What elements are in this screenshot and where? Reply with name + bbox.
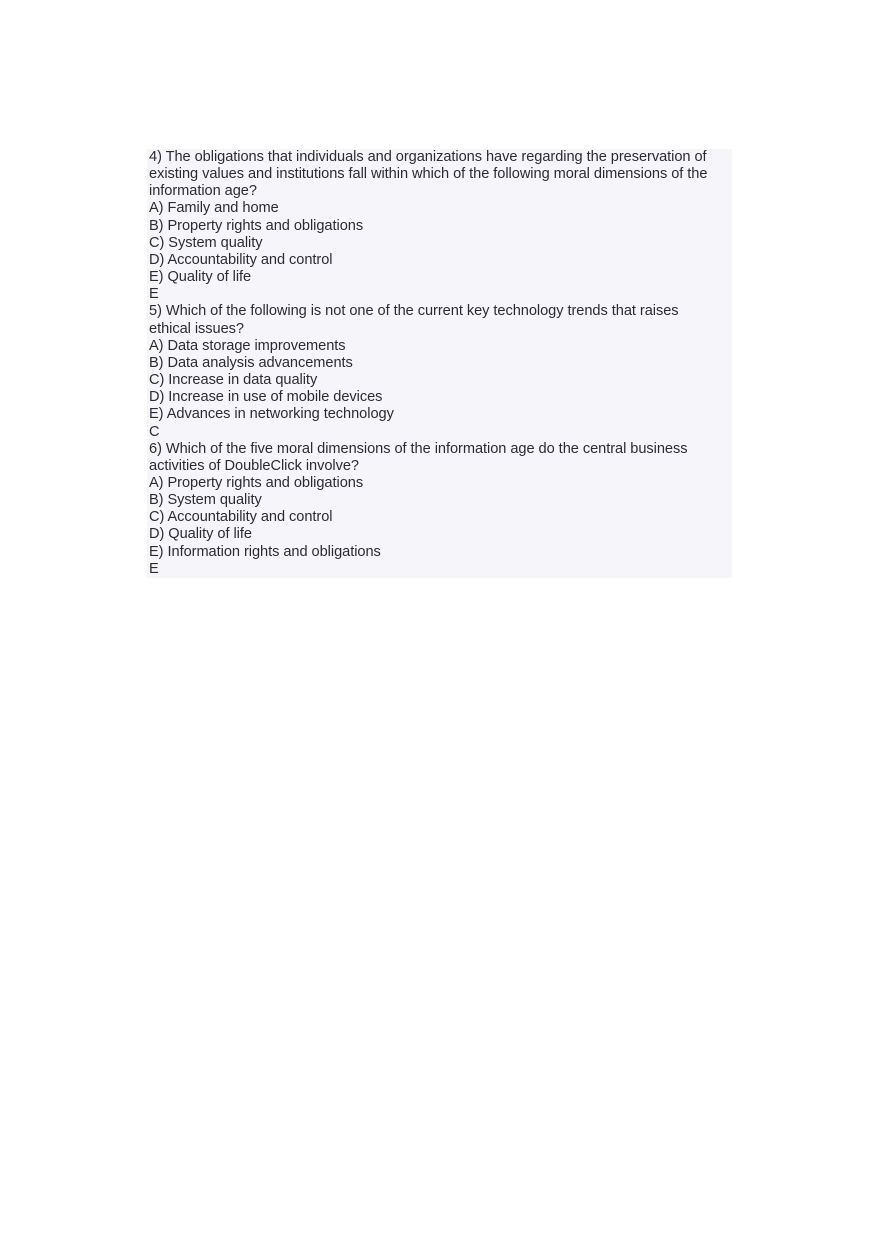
answer-option: D) Accountability and control <box>149 251 333 268</box>
correct-answer: C <box>149 423 160 440</box>
question-6 <box>149 441 732 578</box>
correct-answer: E <box>149 286 159 303</box>
question-stem-line: information age? <box>149 183 257 200</box>
question-block <box>147 149 732 578</box>
answer-option: A) Family and home <box>149 200 279 217</box>
question-stem-line: 5) Which of the following is not one of the current key technology trends that raises <box>149 303 679 320</box>
question-stem-line: 6) Which of the five moral dimensions of the information age do the central business <box>149 440 688 457</box>
answer-option: C) Increase in data quality <box>149 372 318 389</box>
answer-option: D) Quality of life <box>149 526 252 543</box>
answer-option: E) Advances in networking technology <box>149 406 394 423</box>
answer-option: E) Quality of life <box>149 269 252 286</box>
question-5 <box>149 303 732 440</box>
answer-option: A) Data storage improvements <box>149 337 346 354</box>
answer-option: D) Increase in use of mobile devices <box>149 389 383 406</box>
question-stem-line: existing values and institutions fall within which of the following moral dimensions of the <box>149 166 708 183</box>
answer-option: B) System quality <box>149 492 262 509</box>
answer-option: A) Property rights and obligations <box>149 474 364 491</box>
answer-option: B) Data analysis advancements <box>149 354 353 371</box>
answer-option: B) Property rights and obligations <box>149 217 364 234</box>
question-stem-line: activities of DoubleClick involve? <box>149 457 360 474</box>
correct-answer: E <box>149 560 159 577</box>
answer-option: E) Information rights and obligations <box>149 543 381 560</box>
question-stem-line: 4) The obligations that individuals and organizations have regarding the preservation of <box>149 149 707 165</box>
question-4 <box>149 149 732 303</box>
question-stem-line: ethical issues? <box>149 320 244 337</box>
answer-option: C) Accountability and control <box>149 509 333 526</box>
answer-option: C) System quality <box>149 234 263 251</box>
